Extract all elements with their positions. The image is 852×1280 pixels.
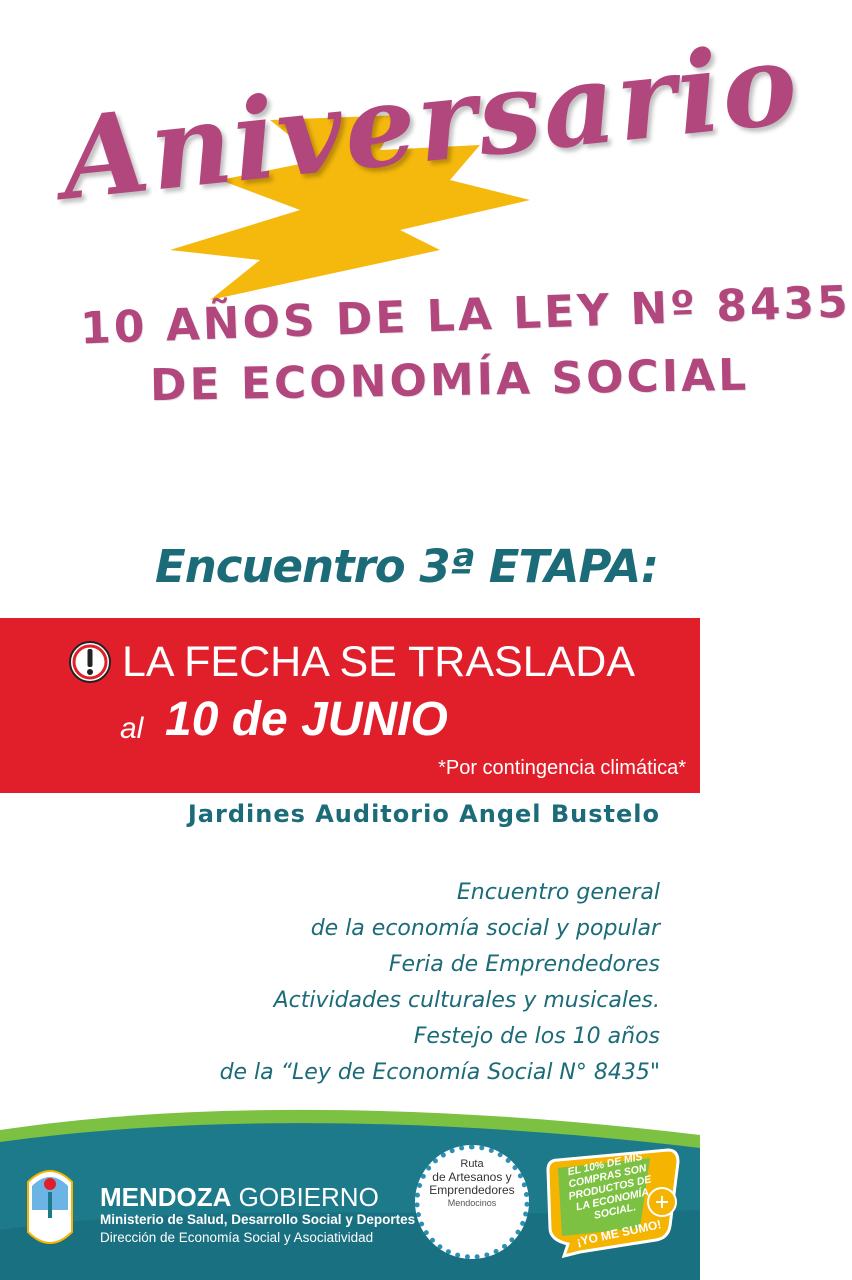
detail-line: Encuentro general bbox=[456, 880, 660, 905]
mendoza-shield-icon bbox=[22, 1162, 78, 1254]
detail-line: de la economía social y popular bbox=[310, 916, 660, 941]
detail-line: Festejo de los 10 años bbox=[413, 1024, 660, 1049]
yo-me-sumo-text: EL 10% DE MIS COMPRAS SON PRODUCTOS DE LA ECONOMÍA SOCIAL. bbox=[566, 1150, 653, 1222]
event-location: Jardines Auditorio Angel Bustelo bbox=[187, 800, 660, 828]
ruta-artesanos-text: Ruta de Artesanos y Emprendedores Mendocinos bbox=[429, 1158, 515, 1208]
direction-name: Dirección de Economía Social y Asociatividad bbox=[100, 1230, 374, 1245]
detail-line: Feria de Emprendedores bbox=[388, 952, 660, 977]
detail-line: de la “Ley de Economía Social N° 8435" bbox=[219, 1060, 660, 1085]
event-details bbox=[220, 875, 660, 1091]
event-heading: Encuentro 3ª ETAPA: bbox=[155, 540, 658, 593]
yo-me-sumo-slogan: ¡YO ME SUMO! bbox=[575, 1217, 663, 1249]
date-moved-notice: LA FECHA SE TRASLADA bbox=[122, 638, 636, 686]
alert-icon bbox=[68, 640, 112, 684]
government-name: MENDOZA GOBIERNO bbox=[100, 1182, 379, 1212]
law-subtitle-line1: 10 AÑOS DE LA LEY Nº 8435 bbox=[79, 276, 852, 355]
weather-reason: *Por contingencia climática* bbox=[438, 757, 686, 779]
new-date: 10 de JUNIO bbox=[165, 693, 448, 746]
law-subtitle-line2: DE ECONOMÍA SOCIAL bbox=[149, 349, 750, 412]
al-label: al bbox=[120, 712, 144, 745]
anniversary-title: Aniversario bbox=[55, 17, 805, 226]
detail-line: Actividades culturales y musicales. bbox=[273, 988, 660, 1013]
ministry-name: Ministerio de Salud, Desarrollo Social y Deportes bbox=[100, 1212, 416, 1227]
